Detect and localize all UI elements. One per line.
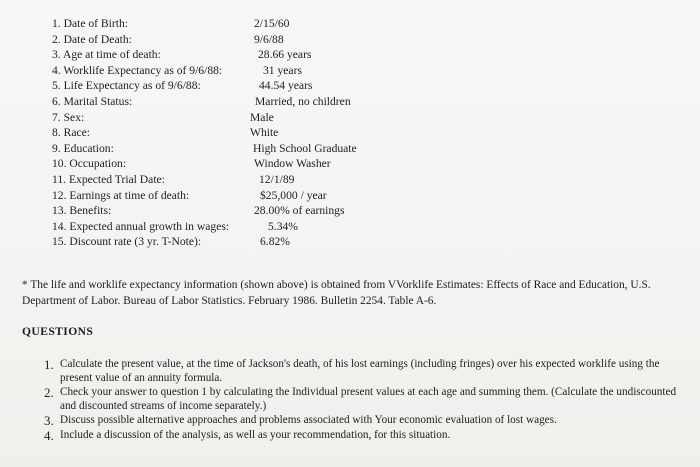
fact-row: [52, 172, 392, 188]
fact-label: 13. Benefits:: [52, 204, 112, 218]
fact-value: White: [250, 126, 279, 140]
fact-value: 28.00% of earnings: [254, 204, 345, 218]
fact-label: 3. Age at time of death:: [52, 48, 161, 62]
fact-value: High School Graduate: [253, 141, 357, 155]
fact-row: [52, 32, 392, 48]
question-number: 4.: [44, 427, 54, 443]
fact-label: 10. Occupation:: [52, 157, 127, 171]
fact-row: [52, 125, 392, 141]
question-number: 1.: [44, 357, 54, 372]
question-item: [44, 358, 684, 385]
fact-label: 2. Date of Death:: [52, 32, 132, 46]
fact-value: 2/15/60: [254, 17, 290, 30]
fact-value: 5.34%: [268, 219, 298, 233]
fact-label: 8. Race:: [52, 126, 90, 140]
fact-label: 4. Worklife Expectancy as of 9/6/88:: [52, 63, 223, 77]
fact-value: Window Washer: [254, 157, 331, 171]
question-item: [44, 386, 684, 413]
question-text: Check your answer to question 1 by calculating the Individual present values at each age and summing them. (Calculate the undiscounted and discounted streams of income separately.): [60, 386, 677, 412]
question-text: Calculate the present value, at the time of Jackson's death, of his lost earnings (including fringes) over his expected worklife using the present value of an annuity formula.: [60, 358, 660, 384]
question-item: [44, 429, 684, 443]
fact-row: [52, 188, 392, 204]
fact-label: 9. Education:: [52, 141, 114, 155]
fact-row: [52, 110, 392, 126]
fact-value: $25,000 / year: [260, 188, 327, 202]
fact-row: [52, 47, 392, 63]
fact-row: [52, 141, 392, 157]
question-number: 2.: [44, 385, 54, 401]
fact-label: 7. Sex:: [52, 110, 85, 124]
question-text: Include a discussion of the analysis, as well as your recommendation, for this situation.: [60, 428, 451, 441]
questions-list: [44, 358, 684, 444]
fact-row: [52, 94, 392, 110]
fact-label: 5. Life Expectancy as of 9/6/88:: [52, 79, 201, 93]
questions-heading: QUESTIONS: [22, 325, 94, 338]
fact-value: 6.82%: [260, 235, 290, 249]
fact-label: 6. Marital Status:: [52, 94, 133, 108]
case-facts-list: [52, 16, 392, 250]
fact-row: [52, 203, 392, 219]
fact-value: 44.54 years: [259, 79, 313, 93]
fact-value: 12/1/89: [259, 172, 295, 186]
source-footnote: * The life and worklife expectancy information (shown above) is obtained from VVorklife Estimates: Effects of Race and Education, U.S. Department of Labor. Bureau of Labor Statistics. February 1986. Bulletin 2254. Table A-6.: [22, 279, 651, 307]
fact-value: 28.66 years: [258, 48, 312, 62]
fact-row: [52, 63, 392, 79]
fact-value: Male: [250, 110, 274, 124]
fact-row: [52, 156, 392, 172]
question-text: Discuss possible alternative approaches and problems associated with Your economic evaluation of lost wages.: [60, 414, 557, 427]
fact-value: 31 years: [263, 63, 302, 77]
fact-label: 11. Expected Trial Date:: [52, 172, 165, 186]
question-number: 3.: [44, 413, 54, 429]
fact-row: [52, 219, 392, 235]
fact-label: 12. Earnings at time of death:: [52, 188, 190, 202]
fact-label: 1. Date of Birth:: [52, 17, 128, 30]
question-item: [44, 414, 684, 428]
fact-value: Married, no children: [255, 94, 351, 108]
fact-row: [52, 78, 392, 94]
fact-row: [52, 234, 392, 250]
fact-label: 15. Discount rate (3 yr. T-Note):: [52, 235, 202, 249]
fact-row: [52, 16, 392, 32]
fact-value: 9/6/88: [254, 32, 284, 46]
fact-label: 14. Expected annual growth in wages:: [52, 219, 230, 233]
